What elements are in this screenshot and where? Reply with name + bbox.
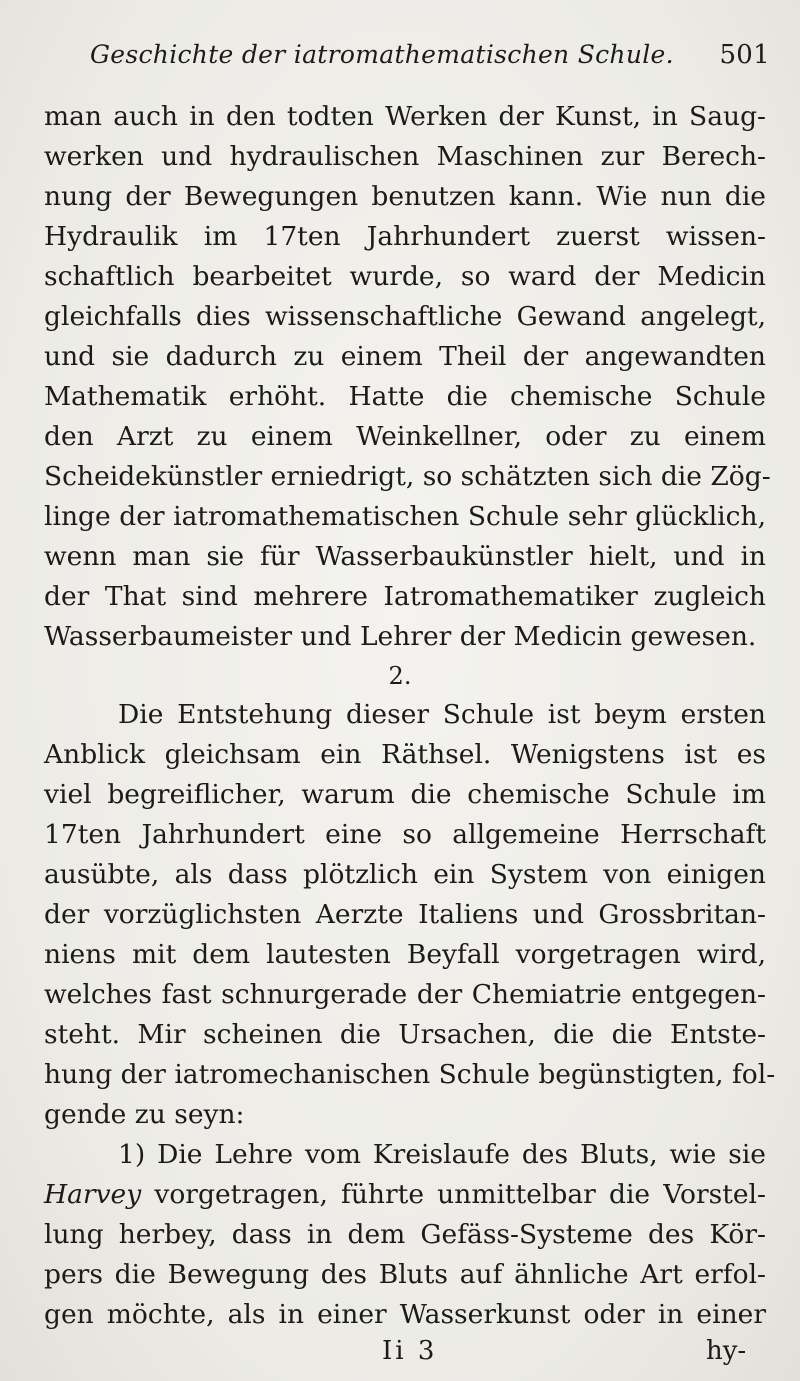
text-line: Scheidekünstler erniedrigt, so schätzten sich die Zög- xyxy=(44,461,771,492)
text-line: ausübte, als dass plötzlich ein System von einigen xyxy=(44,859,766,890)
text-line: nung der Bewegungen benutzen kann. Wie nun die xyxy=(44,181,766,212)
text-line: steht. Mir scheinen die Ursachen, die die Entste- xyxy=(44,1019,766,1050)
section-number: 2. xyxy=(388,662,412,690)
text-line: man auch in den todten Werken der Kunst, in Saug- xyxy=(44,101,766,132)
text-line: den Arzt zu einem Weinkellner, oder zu einem xyxy=(44,421,766,452)
text-line-rest: vorgetragen, führte unmittelbar die Vorstel- xyxy=(141,1179,766,1210)
text-line: gleichfalls dies wissenschaftliche Gewand angelegt, xyxy=(44,301,766,332)
author-name: Harvey xyxy=(44,1179,142,1210)
text-line: gen möchte, als in einer Wasserkunst oder in einer xyxy=(44,1299,766,1330)
running-header xyxy=(90,40,770,80)
text-line: der That sind mehrere Iatromathematiker zugleich xyxy=(44,581,766,612)
text-line: Die Entstehung dieser Schule ist beym ersten xyxy=(118,699,766,730)
text-line: und sie dadurch zu einem Theil der angewandten xyxy=(44,341,766,372)
text-line: linge der iatromathematischen Schule sehr glücklich, xyxy=(44,501,766,532)
text-line: Wasserbaumeister und Lehrer der Medicin gewesen. xyxy=(44,621,757,652)
text-line: hung der iatromechanischen Schule begünstigten, fol- xyxy=(44,1059,776,1090)
text-line xyxy=(44,1178,766,1218)
text-line: welches fast schnurgerade der Chemiatrie entgegen- xyxy=(44,979,766,1010)
page-number: 501 xyxy=(719,40,770,70)
text-line: pers die Bewegung des Bluts auf ähnliche Art erfol- xyxy=(44,1259,766,1290)
text-line: gende zu seyn: xyxy=(44,1099,245,1130)
catchword: hy- xyxy=(706,1336,747,1366)
page-footer xyxy=(0,1336,800,1376)
running-title: Geschichte der iatromathematischen Schule. xyxy=(90,40,674,69)
text-line: schaftlich bearbeitet wurde, so ward der Medicin xyxy=(44,261,766,292)
signature-mark: Ii 3 xyxy=(382,1336,438,1366)
text-line: Hydraulik im 17ten Jahrhundert zuerst wissen- xyxy=(44,221,766,252)
text-line: lung herbey, dass in dem Gefäss-Systeme des Kör- xyxy=(44,1219,766,1250)
text-line: 17ten Jahrhundert eine so allgemeine Herrschaft xyxy=(44,819,766,850)
text-line: 1) Die Lehre vom Kreislaufe des Bluts, wie sie xyxy=(118,1139,766,1170)
text-line: der vorzüglichsten Aerzte Italiens und Grossbritan- xyxy=(44,899,766,930)
text-line: werken und hydraulischen Maschinen zur Berech- xyxy=(44,141,766,172)
text-line: Mathematik erhöht. Hatte die chemische Schule xyxy=(44,381,766,412)
text-line: wenn man sie für Wasserbaukünstler hielt, und in xyxy=(44,541,766,572)
text-line: niens mit dem lautesten Beyfall vorgetragen wird, xyxy=(44,939,766,970)
text-line: viel begreiflicher, warum die chemische Schule im xyxy=(44,779,766,810)
text-line: Anblick gleichsam ein Räthsel. Wenigstens ist es xyxy=(44,739,766,770)
